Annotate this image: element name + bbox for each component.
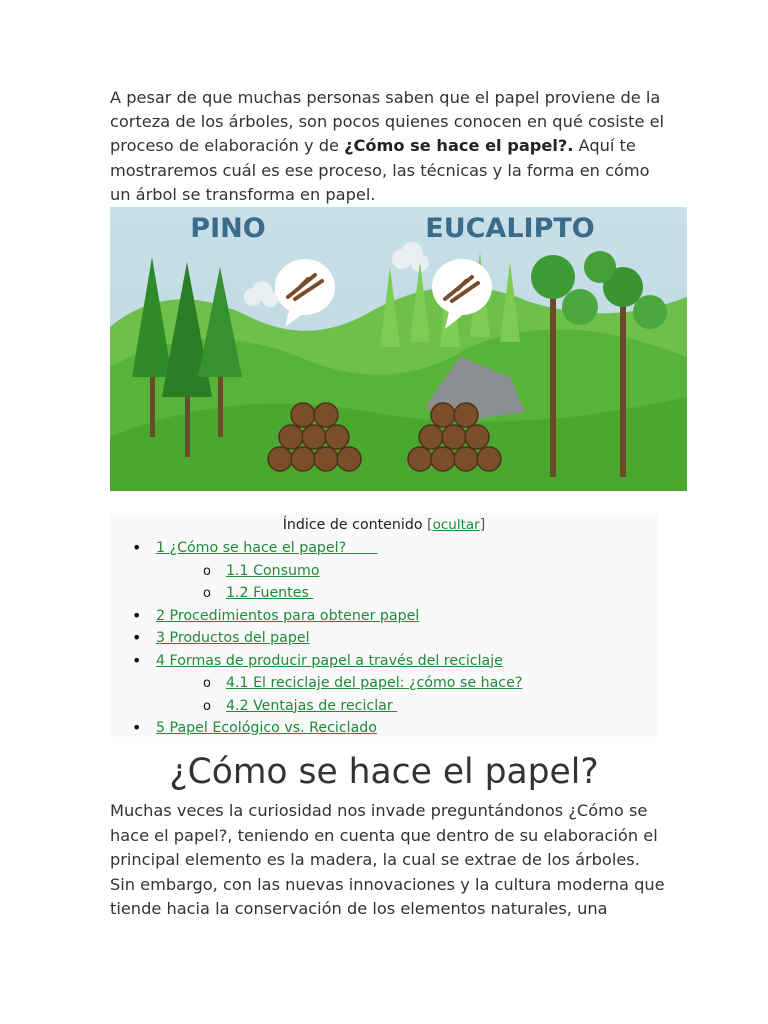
toc-toggle-link[interactable]: ocultar — [432, 517, 480, 533]
toc-bullet-disc — [132, 606, 141, 627]
toc-item-link[interactable]: 4.2 Ventajas de reciclar — [226, 697, 398, 714]
intro-text-2: Aquí te mostraremos cuál es ese proceso, las técnicas y la forma en cómo un árbol se transforma en papel. — [110, 136, 650, 204]
intro-paragraph — [110, 86, 670, 207]
toc-bracket-open: [ — [427, 517, 433, 533]
toc-item-link[interactable]: 1.2 Fuentes — [226, 585, 314, 601]
toc-bullet-circle — [203, 583, 211, 604]
toc-title: Índice de contenido — [282, 517, 423, 533]
intro-bold-question: ¿Cómo se hace el papel?. — [344, 136, 574, 156]
toc-bullet-disc — [132, 628, 141, 649]
toc-bullet-circle — [203, 561, 211, 582]
intro-text-1: A pesar de que muchas personas saben que el papel proviene de la corteza de los árboles, son pocos quienes conocen en qué cosiste el proceso de elaboración y de — [110, 88, 665, 156]
toc-bullet-circle — [203, 696, 211, 717]
toc-item-link[interactable]: 4.1 El reciclaje del papel: ¿cómo se hace? — [226, 675, 523, 691]
section-heading: ¿Cómo se hace el papel? — [169, 752, 599, 792]
toc-bracket-close: ] — [479, 517, 486, 533]
section-body: Muchas veces la curiosidad nos invade preguntándonos ¿Cómo se hace el papel?, teniendo en cuenta que dentro de su elaboración el principal elemento es la madera, la cual se extrae de los árboles. Sin embargo, con las nuevas innovaciones y la cultura moderna que tiende hacia la conservación de los elementos naturales, una — [110, 801, 665, 919]
toc-item-link[interactable]: 5 Papel Ecológico vs. Reciclado — [156, 720, 377, 736]
hero-illustration — [110, 207, 687, 491]
toc-item-link[interactable]: 1.1 Consumo — [226, 562, 320, 579]
toc-bullet-disc — [132, 651, 141, 672]
label-eucalipto: EUCALIPTO — [425, 213, 595, 244]
toc-bullet-circle — [203, 673, 211, 694]
toc-item-link[interactable]: 4 Formas de producir papel a través del reciclaje — [156, 652, 503, 669]
pine-eucalyptus-illustration — [110, 207, 687, 491]
toc-title-row — [110, 515, 658, 535]
table-of-contents — [110, 513, 658, 737]
toc-item-link[interactable]: 1 ¿Cómo se hace el papel? — [156, 540, 378, 556]
toc-bullet-disc — [132, 538, 141, 559]
toc-bullet-disc — [132, 718, 141, 739]
label-pino: PINO — [190, 213, 266, 244]
toc-item-link[interactable]: 2 Procedimientos para obtener papel — [156, 607, 420, 624]
toc-item-link[interactable]: 3 Productos del papel — [156, 630, 310, 646]
